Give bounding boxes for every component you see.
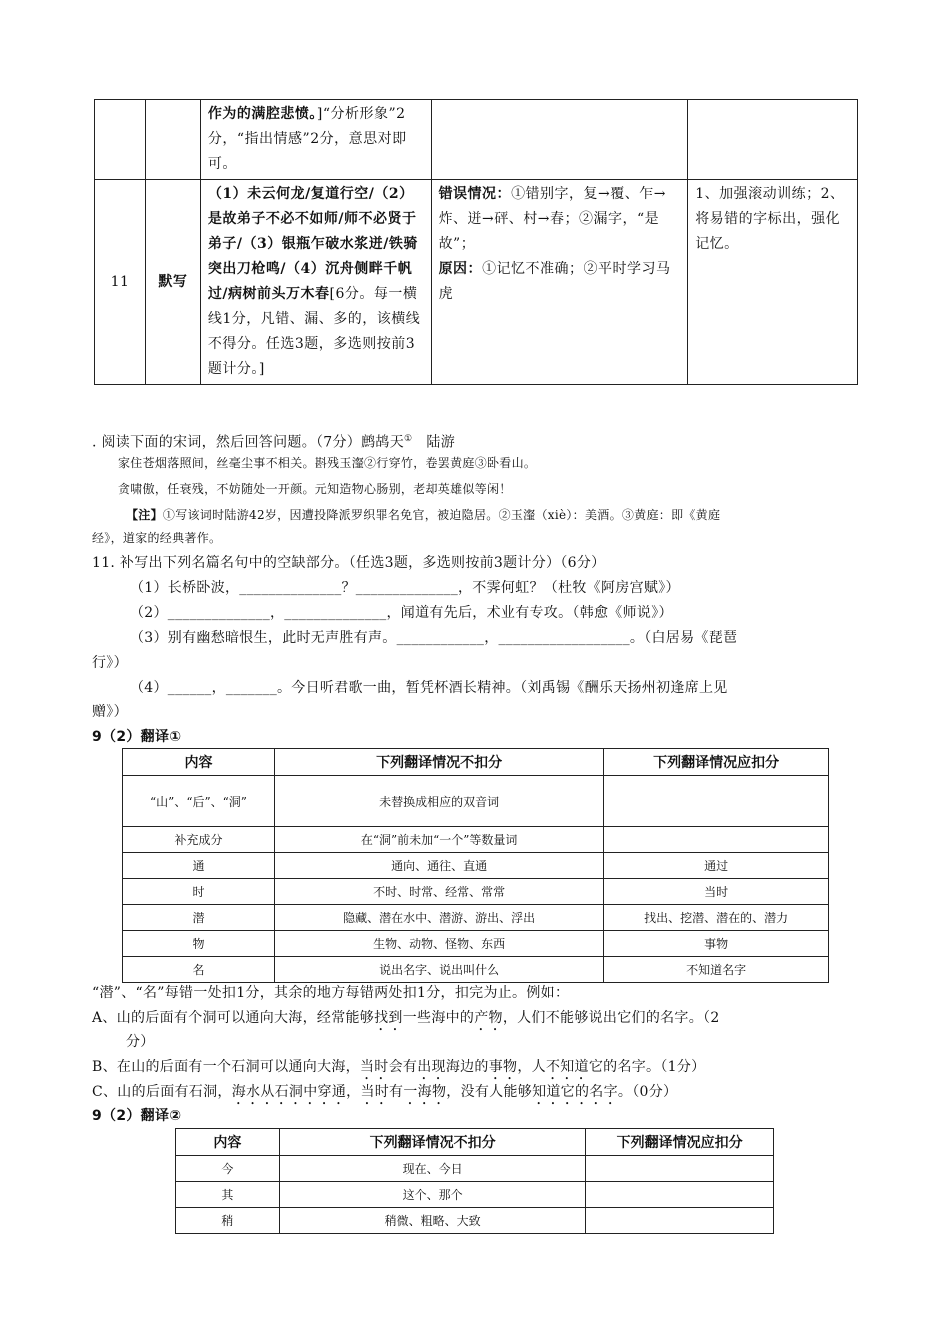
example-b <box>92 1056 705 1083</box>
cell <box>586 1156 774 1182</box>
table-row <box>123 879 829 905</box>
example-text: 有 <box>389 1084 404 1100</box>
poem-line: 家住苍烟落照间，丝毫尘事不相关。斟残玉瀣②行穿竹，卷罢黄庭③卧看山。 <box>118 456 537 470</box>
cell: 隐藏、潜在水中、潜游、游出、浮出 <box>274 905 603 931</box>
translation-table-1 <box>122 748 829 983</box>
example-text: 海边的 <box>445 1059 489 1075</box>
example-c <box>92 1081 677 1108</box>
cell: 稍微、粗略、大致 <box>279 1208 585 1234</box>
answer-bold: （1）未云何龙/复道行空/（2）是故弟子不必不如师/师不必贤于弟子/（3）银瓶乍破水浆迸/铁骑突出刀枪鸣/（4）沉舟侧畔千帆过/病树前头万木春 <box>207 186 418 302</box>
table-row <box>123 957 829 983</box>
translation-table-2 <box>175 1128 774 1234</box>
cell <box>604 827 829 853</box>
example-text: C、山的后面有石洞， <box>92 1084 232 1100</box>
emphasized-text: 一海物 <box>403 1084 447 1100</box>
cell: 稍 <box>176 1208 280 1234</box>
example-text: ，人们不能够说出它们的名字。（2 <box>502 1010 720 1026</box>
example-a <box>92 1007 720 1034</box>
note-line <box>126 504 720 526</box>
footnote-mark: ① <box>404 434 413 444</box>
cell: 说出名字、说出叫什么 <box>274 957 603 983</box>
cause-label: 原因： <box>438 261 483 277</box>
measures-text: 1、加强滚动训练；2、将易错的字标出，强化记忆。 <box>688 180 858 385</box>
cell: 现在、今日 <box>279 1156 585 1182</box>
emphasized-text: 找到 <box>374 1010 403 1026</box>
cell: 事物 <box>604 931 829 957</box>
cell-measures <box>688 100 858 180</box>
example-text: 一些海中的 <box>402 1010 475 1026</box>
cell-type <box>145 100 200 180</box>
table-row <box>176 1208 774 1234</box>
cell <box>604 776 829 827</box>
cell-answer <box>200 180 431 385</box>
question-item: （2）______________，______________，闻道有先后，术业有专攻。（韩愈《师说》） <box>130 605 673 621</box>
example-text: B、在山的后面有一个石洞可以通向大海， <box>92 1059 360 1075</box>
cell: 其 <box>176 1182 280 1208</box>
cell: “山”、“后”、“洞” <box>123 776 275 827</box>
cell: 未替换成相应的双音词 <box>274 776 603 827</box>
table-header <box>176 1129 774 1156</box>
column-header: 下列翻译情况不扣分 <box>279 1129 585 1156</box>
section-title: 9（2）翻译① <box>92 729 182 745</box>
question-item-cont: 赠》） <box>92 704 128 720</box>
column-header: 内容 <box>123 749 275 776</box>
question-title: 11. 补写出下列名篇名句中的空缺部分。（任选3题，多选则按前3题计分）（6分） <box>92 555 606 571</box>
cell-errors <box>431 180 688 385</box>
table-row <box>123 776 829 827</box>
note-text: ①写该词时陆游42岁，因遭投降派罗织罪名免官，被迫隐居。②玉瀣（xiè）：美酒。③黄庭：即《黄庭 <box>162 508 721 522</box>
cell: 在“洞”前未加“一个”等数量词 <box>274 827 603 853</box>
example-a-score: 分） <box>126 1034 155 1050</box>
example-text: ，没有人能够 <box>446 1084 533 1100</box>
question-item: （3）别有幽愁暗恨生，此时无声胜有声。____________，__________________。（白居易《琵琶 <box>130 630 738 646</box>
cell: 时 <box>123 879 275 905</box>
table-row <box>123 905 829 931</box>
column-header: 下列翻译情况应扣分 <box>604 749 829 776</box>
table-row <box>95 100 858 180</box>
cell <box>586 1182 774 1208</box>
cell: 找出、挖潜、潜在的、潜力 <box>604 905 829 931</box>
cell <box>586 1208 774 1234</box>
answer-rest: ]“分析形象”2分，“指出情感”2分，意思对即可。 <box>207 106 407 172</box>
table-row <box>123 853 829 879</box>
example-text: ，人 <box>517 1059 546 1075</box>
answer-rest: [6分。每一横线1分，凡错、漏、多的，该横线不得分。任选3题，多选则按前3题计分。] <box>207 286 421 377</box>
example-text: 会有 <box>388 1059 418 1075</box>
example-text: ， <box>346 1084 361 1100</box>
question-number: 11 <box>95 180 146 385</box>
table-row <box>123 931 829 957</box>
table-row <box>176 1156 774 1182</box>
column-header: 内容 <box>176 1129 280 1156</box>
example-text: 。（0分） <box>617 1084 678 1100</box>
emphasized-text: 知道它的名字 <box>532 1084 618 1100</box>
emphasized-text: 出现 <box>417 1059 446 1075</box>
cell: 通向、通往、直通 <box>274 853 603 879</box>
example-text: 它的名字。（1分） <box>588 1059 706 1075</box>
poem-line: 贪啸傲，任衰残，不妨随处一开颜。元知造物心肠别，老却英雄似等闲！ <box>118 482 512 496</box>
example-text: A、山的后面有个洞可以通向大海，经常能够 <box>92 1010 375 1026</box>
question-type: 默写 <box>145 180 200 385</box>
emphasized-text: 事物 <box>488 1059 518 1075</box>
cell: 不时、时常、经常、常常 <box>274 879 603 905</box>
cell-errors <box>431 100 688 180</box>
cell-answer <box>200 100 431 180</box>
cell-num <box>95 100 146 180</box>
reading-intro-text: . 阅读下面的宋词，然后回答问题。（7分）鹧鸪天 <box>92 434 405 451</box>
emphasized-text: 当时 <box>360 1084 390 1100</box>
cell: 潜 <box>123 905 275 931</box>
cell: 名 <box>123 957 275 983</box>
table-row <box>176 1182 774 1208</box>
cell: 物 <box>123 931 275 957</box>
emphasized-text: 当时 <box>360 1059 389 1075</box>
answer-bold: 作为的满腔悲愤。 <box>207 106 317 122</box>
error-label: 错误情况： <box>438 186 512 202</box>
cell: 生物、动物、怪物、东西 <box>274 931 603 957</box>
emphasized-text: 不知道 <box>545 1059 589 1075</box>
error-text: ①错别字，复→覆、乍→炸、迸→砰、村→春；②漏字，“是故”； <box>438 186 667 252</box>
table-row <box>95 180 858 385</box>
cell: 不知道名字 <box>604 957 829 983</box>
cell: 今 <box>176 1156 280 1182</box>
cell: 通 <box>123 853 275 879</box>
cause-text: ①记忆不准确；②平时学习马虎 <box>438 261 671 302</box>
grading-table <box>94 99 858 385</box>
table-header <box>123 749 829 776</box>
question-item: （4）______，_______。今日听君歌一曲，暂凭杯酒长精神。（刘禹锡《酬乐天扬州初逢席上见 <box>130 680 728 696</box>
question-item-cont: 行》） <box>92 655 128 671</box>
question-item: （1）长桥卧波，______________？______________，不霁何虹？（杜牧《阿房宫赋》） <box>130 580 680 596</box>
poem-author: 陆游 <box>426 434 455 451</box>
cell: 补充成分 <box>123 827 275 853</box>
reading-intro <box>92 428 455 454</box>
scoring-rule: “潜”、“名”每错一处扣1分，其余的地方每错两处扣1分，扣完为止。例如： <box>92 985 570 1001</box>
emphasized-text: 海水从石洞中穿通 <box>231 1084 347 1100</box>
cell: 这个、那个 <box>279 1182 585 1208</box>
cell: 通过 <box>604 853 829 879</box>
note-line: 经》，道家的经典著作。 <box>92 531 222 545</box>
note-label: 【注】 <box>126 508 163 522</box>
emphasized-text: 产物 <box>474 1010 503 1026</box>
table-row <box>123 827 829 853</box>
column-header: 下列翻译情况应扣分 <box>586 1129 774 1156</box>
section-title: 9（2）翻译② <box>92 1108 182 1124</box>
column-header: 下列翻译情况不扣分 <box>274 749 603 776</box>
cell: 当时 <box>604 879 829 905</box>
